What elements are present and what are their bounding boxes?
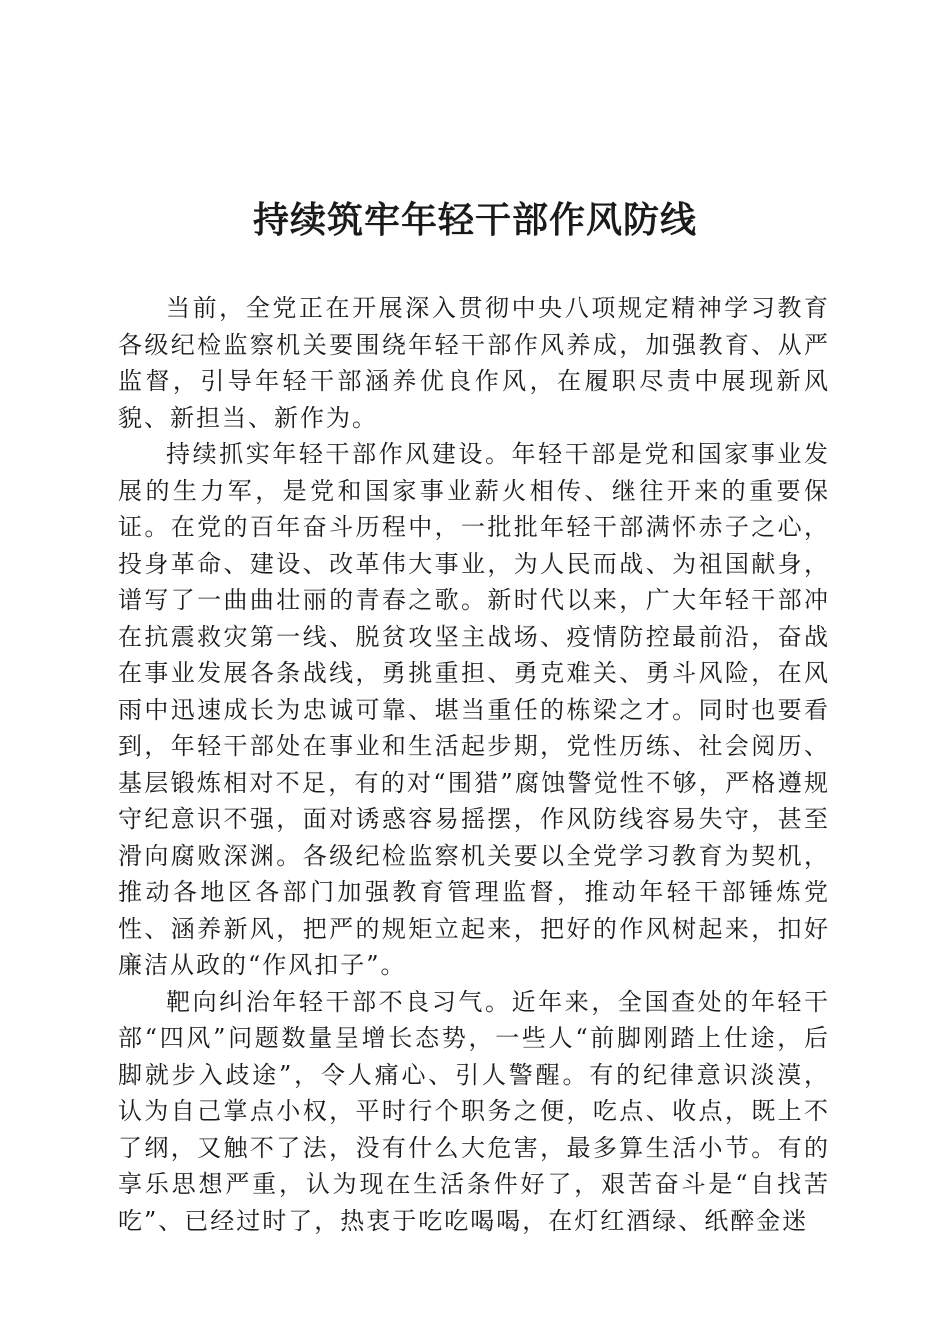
paragraph-intro: 当前，全党正在开展深入贯彻中央八项规定精神学习教育各级纪检监察机关要围绕年轻干部作风养成，加强教育、从严监督，引导年轻干部涵养优良作风，在履职尽责中展现新风貌、新担当、新作为。 — [118, 294, 830, 432]
document-body — [118, 290, 830, 1239]
document-title: 持续筑牢年轻干部作风防线 — [252, 199, 697, 241]
paragraph-bad-habits: 靶向纠治年轻干部不良习气。近年来，全国查处的年轻干部“四风”问题数量呈增长态势，一些人“前脚刚踏上仕途，后脚就步入歧途”，令人痛心、引人警醒。有的纪律意识淡漠，认为自己掌点小权，平时行个职务之便，吃点、收点，既上不了纲，又触不了法，没有什么大危害，最多算生活小节。有的享乐思想严重，认为现在生活条件好了，艰苦奋斗是“自找苦吃”、已经过时了，热衷于吃吃喝喝，在灯红酒绿、纸醉金迷 — [118, 987, 830, 1235]
paragraph-style-building: 持续抓实年轻干部作风建设。年轻干部是党和国家事业发展的生力军，是党和国家事业薪火相传、继往开来的重要保证。在党的百年奋斗历程中，一批批年轻干部满怀赤子之心，投身革命、建设、改革伟大事业，为人民而战、为祖国献身，谱写了一曲曲壮丽的青春之歌。新时代以来，广大年轻干部冲在抗震救灾第一线、脱贫攻坚主战场、疫情防控最前沿，奋战在事业发展各条战线，勇挑重担、勇克难关、勇斗风险，在风雨中迅速成长为忠诚可靠、堪当重任的栋梁之才。同时也要看到，年轻干部处在事业和生活起步期，党性历练、社会阅历、基层锻炼相对不足，有的对“围猎”腐蚀警觉性不够，严格遵规守纪意识不强，面对诱惑容易摇摆，作风防线容易失守，甚至滑向腐败深渊。各级纪检监察机关要以全党学习教育为契机，推动各地区各部门加强教育管理监督，推动年轻干部锤炼党性、涵养新风，把严的规矩立起来，把好的作风树起来，扣好廉洁从政的“作风扣子”。 — [118, 440, 830, 979]
